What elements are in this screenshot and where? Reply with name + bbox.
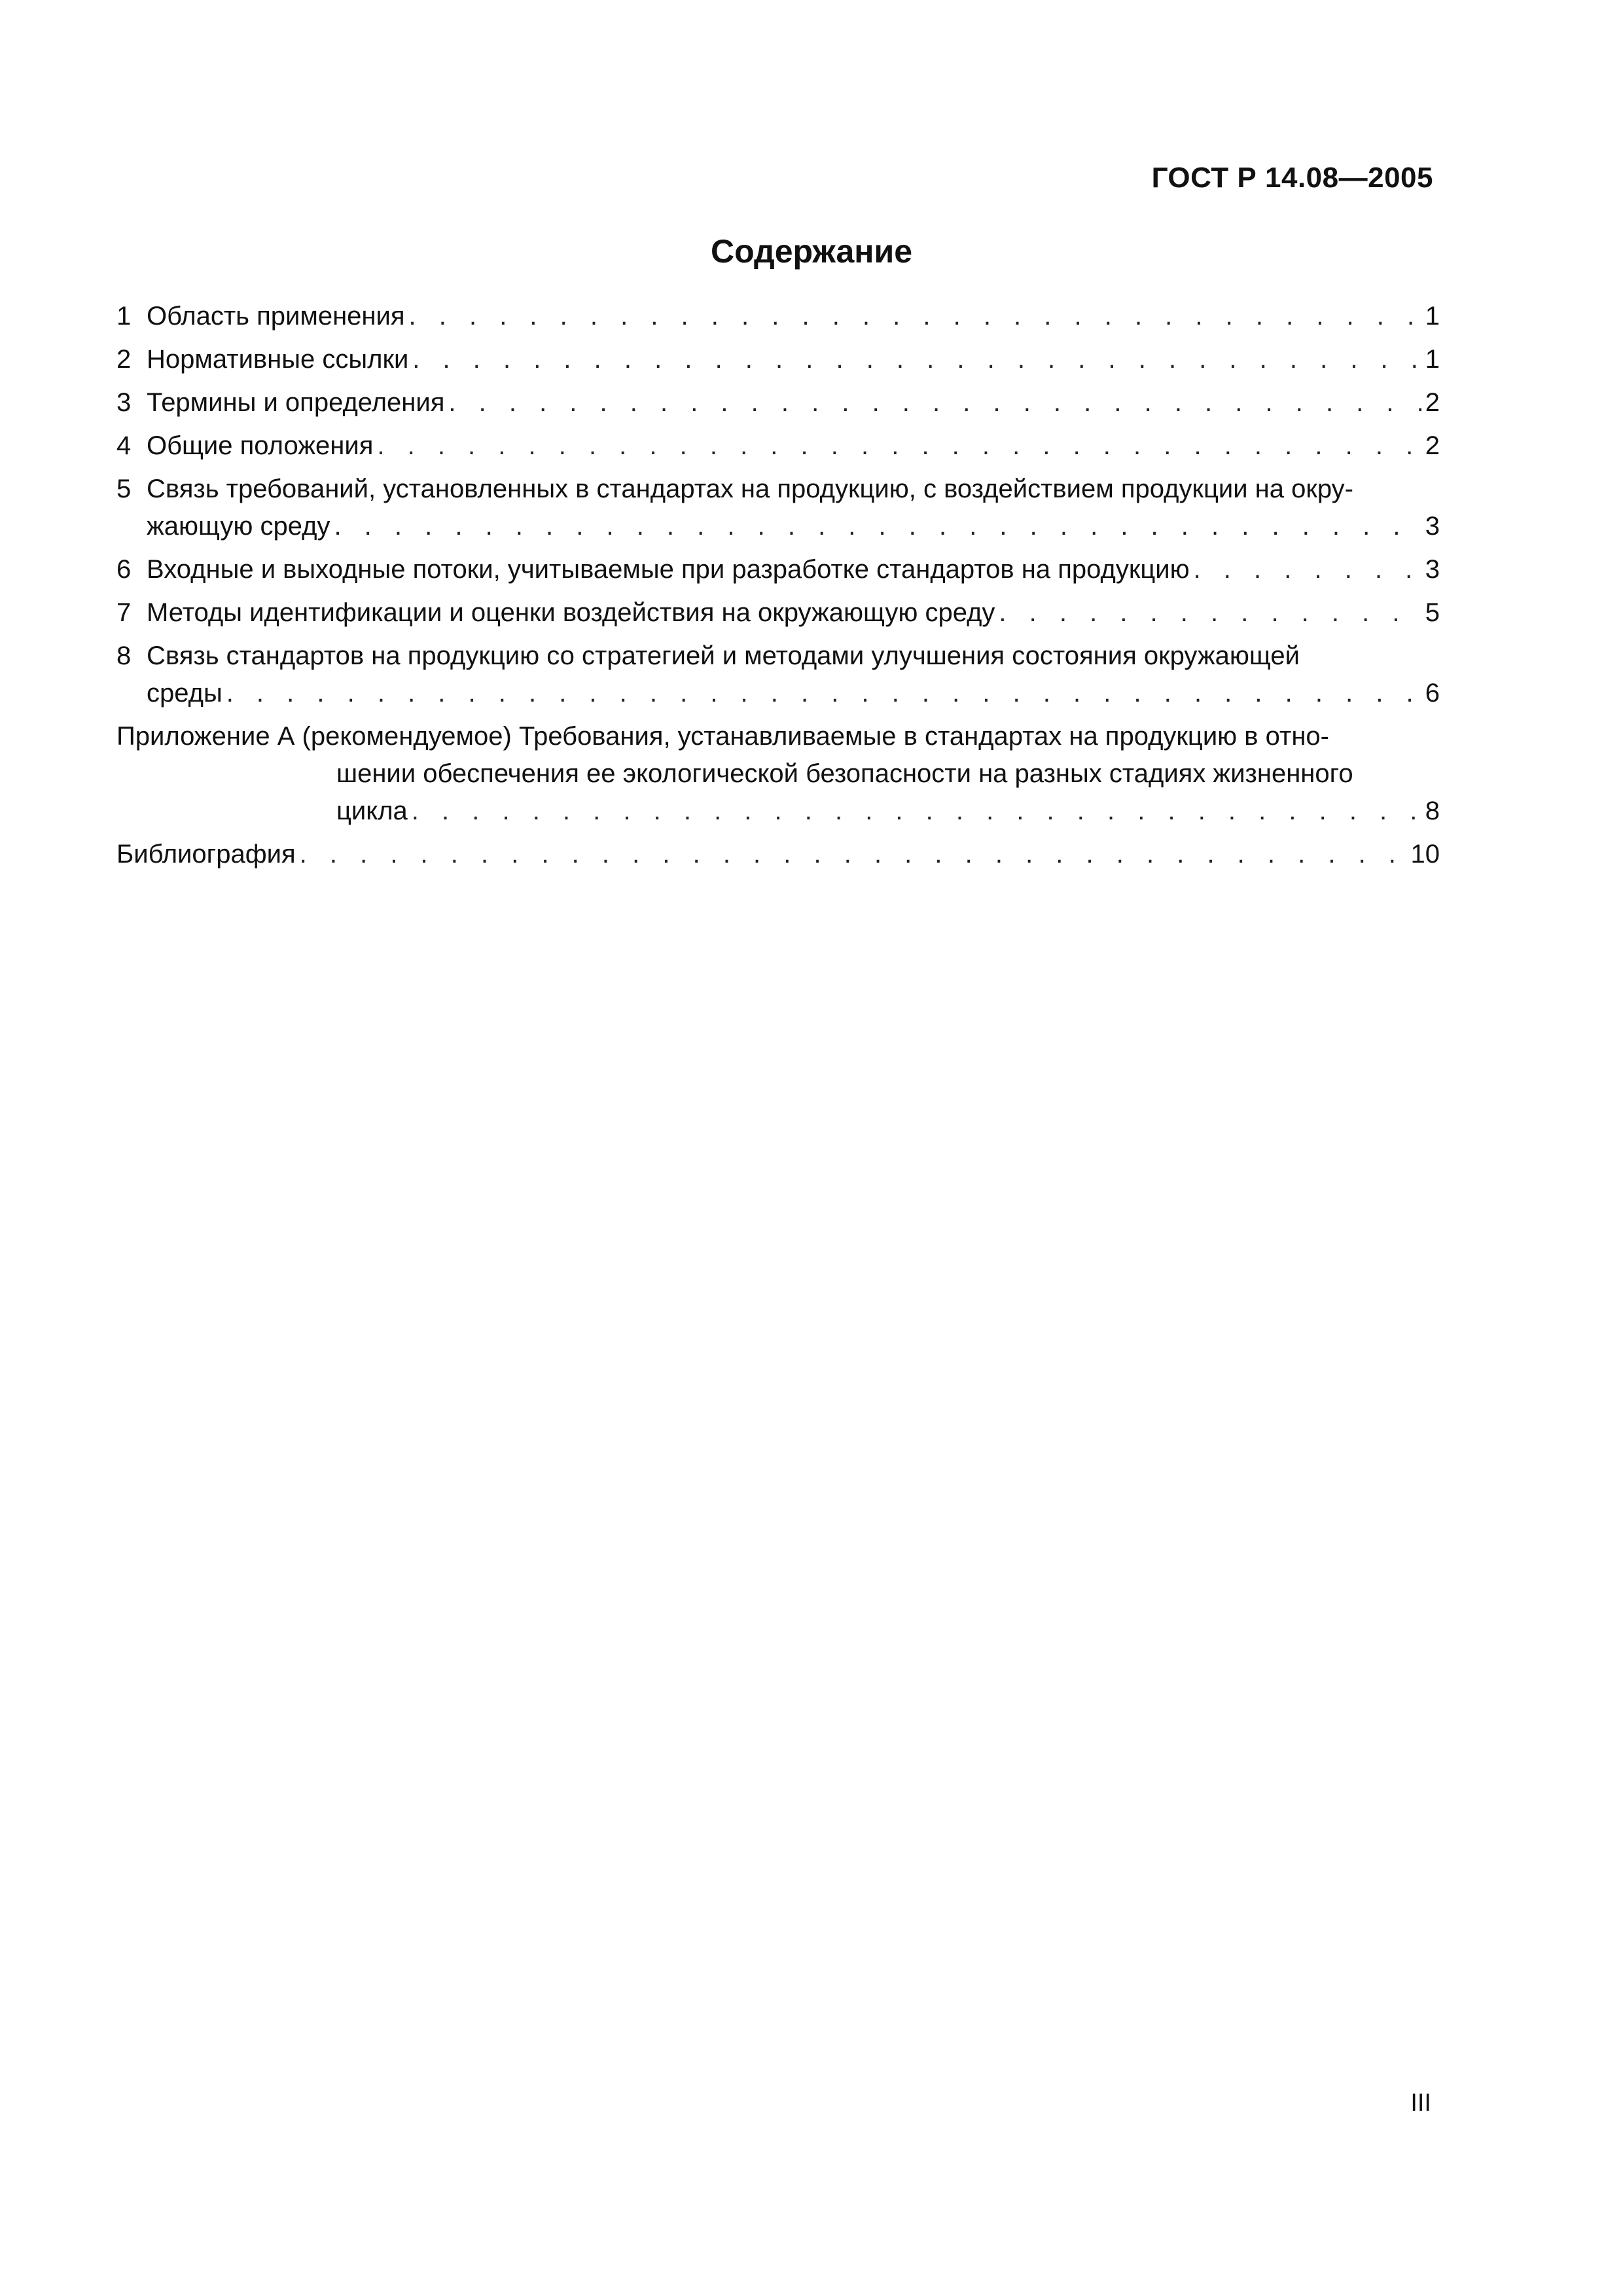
toc-entry-text-continued: среды [147, 679, 223, 708]
toc-entry-appendix-a[interactable] [116, 718, 1440, 830]
toc-entry-bibliography[interactable] [116, 836, 1440, 873]
toc-entry-text: Библиография [116, 840, 296, 869]
dot-leader [226, 675, 1421, 712]
toc-entry-text: Область применения [147, 302, 405, 331]
toc-entry-2[interactable] [116, 341, 1440, 378]
toc-entry-page: 3 [1425, 512, 1440, 541]
toc-entry-page: 1 [1425, 302, 1440, 331]
document-code: ГОСТ Р 14.08—2005 [1151, 162, 1433, 194]
toc-entry-page: 5 [1425, 598, 1440, 627]
toc-entry-number: 2 [116, 345, 132, 374]
toc-entry-page: 2 [1425, 388, 1440, 417]
toc-entry-page: 2 [1425, 431, 1440, 460]
toc-entry-number: 3 [116, 388, 132, 417]
toc-entry-number: 4 [116, 431, 132, 460]
table-of-contents [116, 298, 1440, 879]
dot-leader [300, 836, 1407, 873]
toc-entry-text: Входные и выходные потоки, учитываемые при разработке стандартов на продукцию [147, 555, 1190, 584]
dot-leader [409, 298, 1421, 335]
toc-entry-page: 10 [1410, 840, 1440, 869]
toc-entry-text: Приложение А (рекомендуемое) Требования, устанавливаемые в стандартах на продукцию в отно- [116, 722, 1329, 751]
dot-leader [448, 384, 1421, 422]
dot-leader [412, 341, 1421, 378]
toc-entry-number: 5 [116, 475, 132, 503]
toc-entry-text-continued: жающую среду [147, 512, 330, 541]
toc-entry-text: Связь стандартов на продукцию со стратегией и методами улучшения состояния окружающей [147, 641, 1300, 670]
dot-leader [999, 594, 1421, 632]
toc-entry-7[interactable] [116, 594, 1440, 632]
toc-entry-text-continued: шении обеспечения ее экологической безопасности на разных стадиях жизненного [336, 759, 1353, 788]
dot-leader [412, 793, 1421, 830]
toc-entry-number: 6 [116, 555, 132, 584]
dot-leader [1194, 551, 1421, 588]
toc-entry-5[interactable] [116, 471, 1440, 545]
dot-leader [334, 508, 1421, 545]
toc-entry-4[interactable] [116, 427, 1440, 465]
page-number: III [1410, 2089, 1431, 2117]
dot-leader [377, 427, 1421, 465]
toc-entry-text: Общие положения [147, 431, 374, 460]
toc-entry-number: 8 [116, 641, 132, 670]
toc-title: Содержание [710, 233, 913, 270]
toc-entry-text: Нормативные ссылки [147, 345, 409, 374]
toc-entry-page: 1 [1425, 345, 1440, 374]
toc-entry-text: Термины и определения [147, 388, 445, 417]
toc-entry-1[interactable] [116, 298, 1440, 335]
toc-entry-8[interactable] [116, 637, 1440, 712]
toc-entry-number: 7 [116, 598, 132, 627]
toc-entry-text-continued: цикла [336, 797, 408, 825]
toc-entry-text: Связь требований, установленных в стандартах на продукцию, с воздействием продукции на окру- [147, 475, 1353, 503]
toc-entry-text: Методы идентификации и оценки воздействия на окружающую среду [147, 598, 995, 627]
toc-entry-page: 3 [1425, 555, 1440, 584]
toc-entry-number: 1 [116, 302, 132, 331]
toc-entry-page: 8 [1425, 797, 1440, 825]
toc-entry-page: 6 [1425, 679, 1440, 708]
toc-entry-6[interactable] [116, 551, 1440, 588]
toc-entry-3[interactable] [116, 384, 1440, 422]
